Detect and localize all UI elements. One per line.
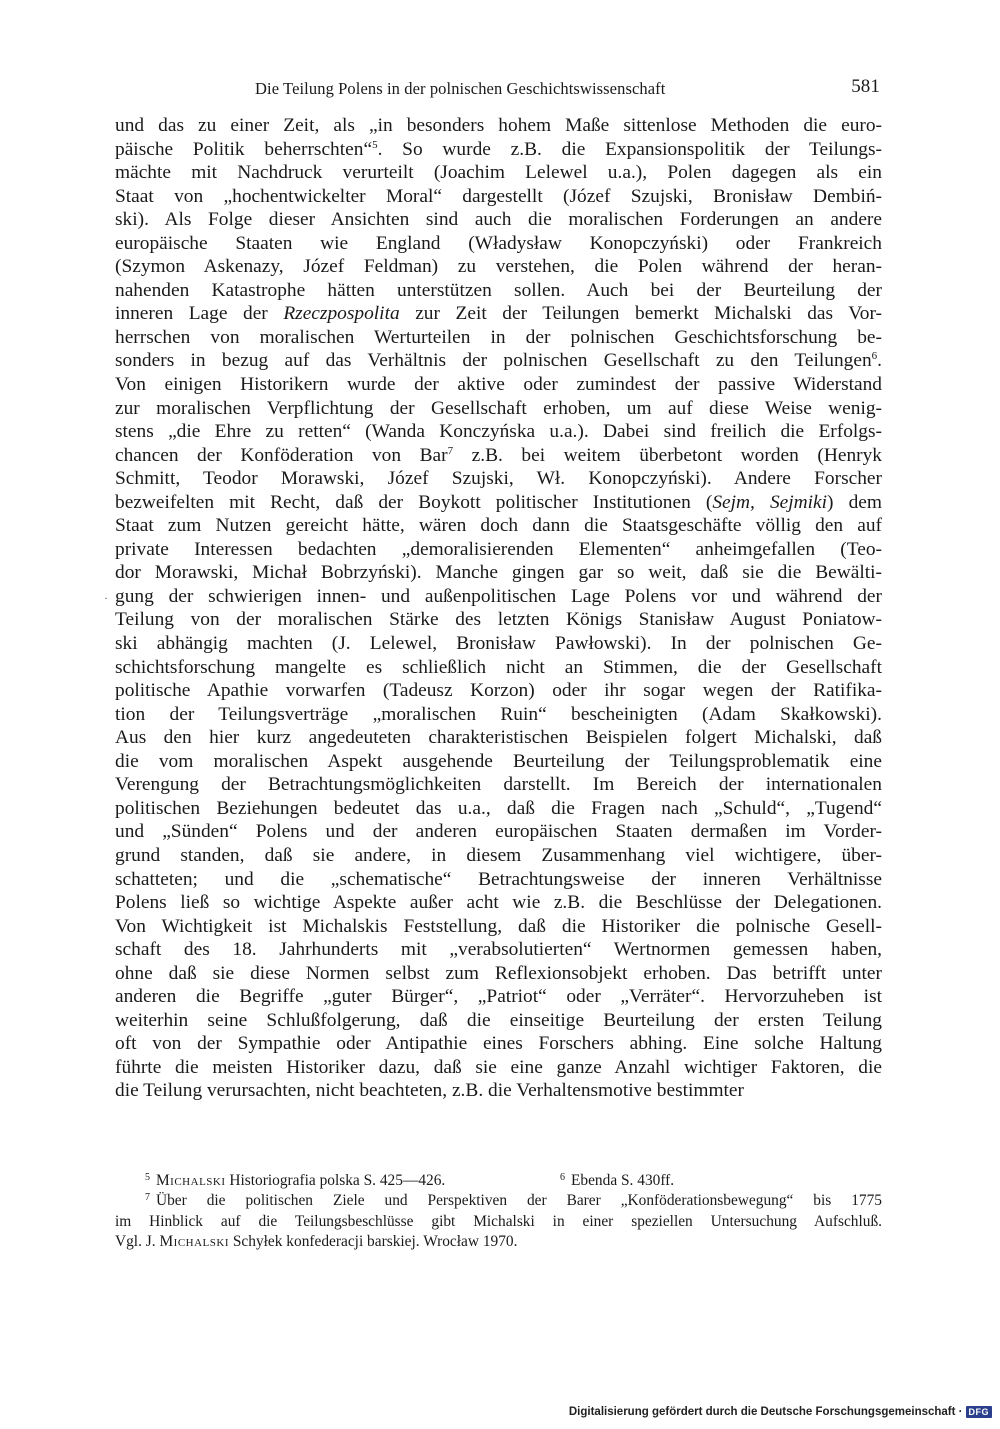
- body-line: schaft des 18. Jahrhunderts mit „verabsolutierten“ Wertnormen gemessen haben,: [115, 939, 882, 961]
- body-line: Polens ließ so wichtige Aspekte außer acht wie z.B. die Beschlüsse der Delegationen.: [115, 892, 882, 914]
- body-line: (Szymon Askenazy, Józef Feldman) zu verstehen, die Polen während der heran-: [115, 256, 882, 278]
- body-line: päische Politik beherrschten“$^5$. So wurde z.B. die Expansionspolitik der Teilungs-: [115, 138, 882, 160]
- body-line: grund standen, daß sie andere, in diesem Zusammenhang viel wichtigere, über-: [115, 844, 882, 866]
- body-line: Staat zum Nutzen gereicht hätte, wären doch dann die Staatsgeschäfte völlig den auf: [115, 515, 882, 537]
- body-line: Von Wichtigkeit ist Michalskis Feststellung, daß die Historiker die polnische Gesell-: [115, 915, 882, 937]
- digitization-credit: [569, 1406, 992, 1418]
- footnote-7-line-2: im Hinblick auf die Teilungsbeschlüsse gibt Michalski in einer speziellen Untersuchung Aufschluß.: [115, 1212, 882, 1230]
- body-line: Staat von „hochentwickelter Moral“ dargestellt (Józef Szujski, Bronisław Dembiń-: [115, 185, 882, 207]
- body-line: und das zu einer Zeit, als „in besonders hohem Maße sittenlose Methoden die euro-: [115, 115, 882, 136]
- body-line: nahenden Katastrophe hätten unterstützen sollen. Auch bei der Beurteilung der: [115, 279, 882, 301]
- body-line: anderen die Begriffe „guter Bürger“, „Patriot“ oder „Verräter“. Hervorzuheben ist: [115, 986, 882, 1008]
- body-line: sonders in bezug auf das Verhältnis der polnischen Gesellschaft zu den Teilungen$^6$.: [115, 350, 882, 372]
- body-line: ski). Als Folge dieser Ansichten sind auch die moralischen Forderungen an andere: [115, 209, 882, 231]
- footnote-6: $^6$ Ebenda S. 430ff.: [560, 1172, 675, 1189]
- running-header: [115, 76, 882, 102]
- running-title: Die Teilung Polens in der polnischen Geschichtswissenschaft: [255, 79, 666, 98]
- body-line: politische Apathie vorwarfen (Tadeusz Korzon) oder ihr sogar wegen der Ratifika-: [115, 680, 882, 702]
- body-line: führte die meisten Historiker dazu, daß sie eine ganze Anzahl wichtiger Faktoren, die: [115, 1056, 882, 1078]
- margin-mark: ·: [104, 591, 108, 605]
- body-line: zur moralischen Verpflichtung der Gesellschaft erhoben, um auf diese Weise wenig-: [115, 397, 882, 419]
- body-line: weiterhin seine Schlußfolgerung, daß die einseitige Beurteilung der ersten Teilung: [115, 1009, 882, 1031]
- page-number: 581: [851, 76, 880, 97]
- body-line: ohne daß sie diese Normen selbst zum Reflexionsobjekt erhoben. Das betrifft unter: [115, 962, 882, 984]
- body-line: tion der Teilungsverträge „moralischen Ruin“ bescheinigten (Adam Skałkowski).: [115, 703, 882, 725]
- body-line: gung der schwierigen innen- und außenpolitischen Lage Polens vor und während der: [115, 585, 882, 607]
- body-line: Aus den hier kurz angedeuteten charakteristischen Beispielen folgert Michalski, daß: [115, 727, 882, 749]
- body-line: private Interessen bedachten „demoralisierenden Elementen“ anheimgefallen (Teo-: [115, 538, 882, 560]
- body-line: Verengung der Betrachtungsmöglichkeiten darstellt. Im Bereich der internationalen: [115, 774, 882, 796]
- body-line: schatteten; und die „schematische“ Betrachtungsweise der inneren Verhältnisse: [115, 868, 882, 890]
- body-line: herrschen von moralischen Werturteilen in der polnischen Geschichtsforschung be-: [115, 326, 882, 348]
- body-line: europäische Staaten wie England (Władysław Konopczyński) oder Frankreich: [115, 232, 882, 254]
- credit-text: Digitalisierung gefördert durch die Deutsche Forschungsgemeinschaft ·: [568, 1406, 963, 1418]
- footnote-7-author: Michalski: [159, 1233, 230, 1250]
- footnote-6-text: Ebenda S. 430ff.: [571, 1172, 675, 1189]
- footnote-7-line-3: Vgl. J. Michalski Schyłek konfederacji barskiej. Wrocław 1970.: [115, 1233, 518, 1250]
- body-line: Von einigen Historikern wurde der aktive oder zumindest der passive Widerstand: [115, 374, 882, 396]
- footnotes: [115, 1170, 882, 1253]
- body-text: [115, 114, 882, 1103]
- body-line: mächte mit Nachdruck verurteilt (Joachim Lelewel u.a.), Polen dagegen als ein: [115, 162, 882, 184]
- body-line: stens „die Ehre zu retten“ (Wanda Konczyńska u.a.). Dabei sind freilich die Erfolgs-: [115, 421, 882, 443]
- body-line: bezweifelten mit Recht, daß der Boykott politischer Institutionen (Sejm, Sejmiki) dem: [115, 491, 882, 513]
- footnote-5-text: Historiografia polska S. 425—426.: [229, 1172, 446, 1189]
- footnote-5-author: Michalski: [156, 1172, 226, 1189]
- body-line: inneren Lage der Rzeczpospolita zur Zeit der Teilungen bemerkt Michalski das Vor-: [115, 303, 882, 325]
- footnote-row-5-6: [115, 1170, 882, 1191]
- body-line: Schmitt, Teodor Morawski, Józef Szujski, Wł. Konopczyński). Andere Forscher: [115, 468, 882, 490]
- body-line: die Teilung verursachten, nicht beachteten, z.B. die Verhaltensmotive bestimmter: [115, 1080, 745, 1102]
- body-line: chancen der Konföderation von Bar$^7$ z.B. bei weitem überbetont worden (Henryk: [115, 444, 882, 466]
- body-line: oft von der Sympathie oder Antipathie eines Forschers abhing. Eine solche Haltung: [115, 1033, 882, 1055]
- body-line: die vom moralischen Aspekt ausgehende Beurteilung der Teilungsproblematik eine: [115, 750, 882, 772]
- body-line: und „Sünden“ Polens und der anderen europäischen Staaten dermaßen im Vorder-: [115, 821, 882, 843]
- footnote-7-line-1: $^7$ Über die politischen Ziele und Perspektiven der Barer „Konföderationsbewegung“ bis 1775: [145, 1192, 882, 1209]
- body-line: ski abhängig machten (J. Lelewel, Bronisław Pawłowski). In der polnischen Ge-: [115, 633, 882, 655]
- body-line: schichtsforschung mangelte es schließlich nicht an Stimmen, die der Gesellschaft: [115, 656, 882, 678]
- dfg-logo-icon: DFG: [966, 1406, 993, 1418]
- footnote-5: $^5$ Michalski Historiografia polska S. 425—426.: [145, 1172, 446, 1189]
- body-line: politischen Beziehungen bedeutet das u.a., daß die Fragen nach „Schuld“, „Tugend“: [115, 797, 882, 819]
- body-line: dor Morawski, Michał Bobrzyński). Manche gingen gar so weit, daß sie die Bewälti-: [115, 562, 882, 584]
- body-line: Teilung von der moralischen Stärke des letzten Königs Stanisław August Poniatow-: [115, 609, 882, 631]
